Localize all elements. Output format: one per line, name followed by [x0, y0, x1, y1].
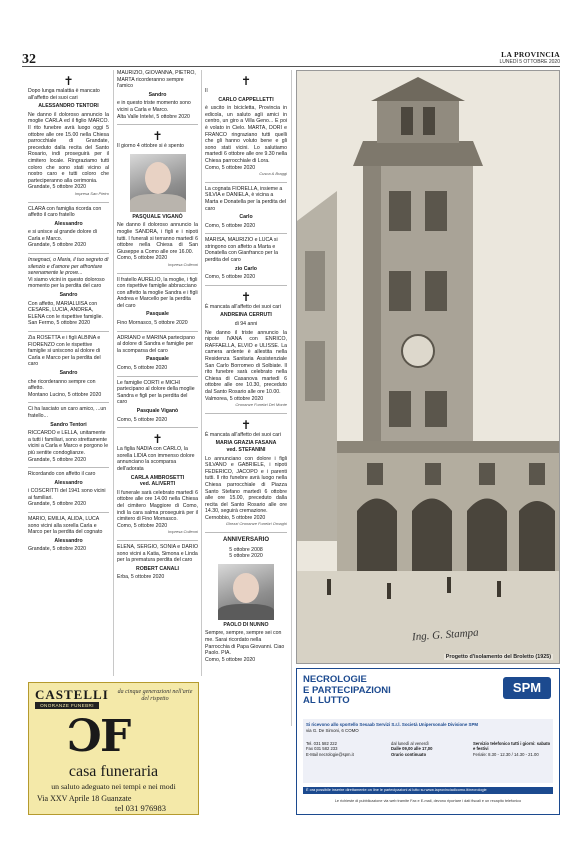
- notice-place-date: Montano Lucino, 5 ottobre 2020: [28, 391, 102, 398]
- divider: [205, 182, 287, 183]
- notice-intro: Il giorno 4 ottobre si è spento: [117, 143, 184, 150]
- funeral-home: Impresa Colleoni: [167, 529, 198, 535]
- notice-place-date: Como, 5 ottobre 2020: [117, 522, 168, 529]
- tower-drawing: [297, 71, 559, 663]
- obituary-column-1: [28, 70, 109, 675]
- divider: [117, 124, 198, 125]
- deceased-name: zio Carlo: [235, 265, 257, 272]
- cross-icon: ✝: [152, 129, 163, 144]
- obituary-column-3: [205, 70, 287, 725]
- header-rule: [22, 66, 560, 67]
- deceased-name: Sandro: [148, 91, 167, 98]
- spm-email[interactable]: E-Mail necrologie@spm.it: [306, 751, 354, 757]
- notice-place-date: Como, 5 ottobre 2020: [205, 222, 256, 229]
- broletto-illustration: [296, 70, 560, 664]
- illustration-signature: Ing. G. Stampa: [411, 626, 479, 644]
- notice-body: Ricordando con affetto il caro: [28, 471, 96, 478]
- ad-claim: un saluto adeguato nei tempi e nei modi: [51, 782, 176, 791]
- deceased-name: Pasquale Viganò: [136, 408, 179, 414]
- spm-title-line: E PARTECIPAZIONI: [303, 684, 391, 696]
- deceased-name: CARLO CAPPELLETTI: [218, 96, 274, 103]
- notice-intro: La figlia NADIA con CARLO, la sorella LIDIA con immenso dolore annunciano la scomparsa dell'adorata: [117, 446, 195, 472]
- deceased-name: Pasquale: [146, 311, 169, 318]
- spm-obituaries-ad: [296, 668, 560, 815]
- notice-body: MAURIZIO, GIOVANNA, PIETRO, MARTA ricorderanno sempre l'amico: [117, 70, 196, 90]
- notice-intro: È mancata all'affetto dei suoi cari: [205, 431, 281, 438]
- spm-online-banner[interactable]: È ora possibile inserire direttamente on line le partecipazioni al lutto su www.laprovinciadicomo.it/necrologie: [303, 787, 553, 794]
- deceased-photo: [130, 154, 186, 212]
- obituary-notice: [117, 129, 198, 268]
- divider: [28, 253, 109, 254]
- ad-slogan: da cinque generazioni nell'arte del rispetto: [117, 689, 193, 703]
- notice-place-date: Como, 5 ottobre 2020: [117, 365, 168, 372]
- deceased-name: PASQUALE VIGANÒ: [132, 213, 183, 220]
- illustration-caption: Progetto d'isolamento del Broletto (1925): [445, 654, 551, 660]
- anniversary-heading: ANNIVERSARIO: [222, 537, 269, 544]
- notice-body: RICCARDO e LELLA, unitamente a tutti i familiari, sono strettamente vicini a Carla e Marco e porgono le più sentite condoglianze.: [28, 430, 109, 456]
- deceased-name: Sandro: [59, 292, 78, 299]
- divider: [117, 376, 198, 377]
- notice-body: MARISA, MAURIZIO e LUCA si stringono con affetto a Marta e Donatella con Gianfranco per la perdita del caro: [205, 237, 278, 264]
- notice-body: Zia ROSETTA e i figli ALBINA e FIORENZO con le rispettive famiglie si uniscono al dolore di Carla e Marco per la perdita del caro: [28, 335, 101, 368]
- condolence-notice: [117, 70, 198, 120]
- notice-body: Ci ha lasciato un caro amico, ...un fratello...: [28, 406, 107, 419]
- ad-brand-sub: ONORANZE FUNEBRI: [35, 702, 99, 709]
- ad-address: Via XXV Aprile 18 Guanzate: [37, 794, 132, 803]
- deceased-name: Alessandro: [54, 220, 83, 227]
- spm-hours-time: Dalle 09,00 alle 17,00: [391, 746, 433, 752]
- spm-phone-service-title: Servizio telefonico tutti i giorni: sabato e festivi: [473, 741, 551, 752]
- funeral-home: Impresa Colleoni: [167, 261, 198, 267]
- anniversary-notice: [205, 537, 287, 663]
- condolence-notice: [117, 380, 198, 424]
- cross-icon: ✝: [240, 289, 252, 304]
- notice-place-date: Grandate, 5 ottobre 2020: [28, 546, 86, 553]
- deceased-name: Alessandro: [54, 537, 83, 544]
- spm-footnote: Le richieste di pubblicazione via web tramite Fax e E-mail, devono riportare i dati fiscali e un recapito telefonico: [334, 799, 522, 803]
- anniversary-date: 5 ottobre 2008: [229, 546, 263, 553]
- obituary-notice: [117, 432, 198, 536]
- issue-date: LUNEDÌ 5 OTTOBRE 2020: [499, 59, 560, 65]
- funeral-home: Ghezzi Onoranze Funebri Ornaghi: [225, 521, 287, 527]
- spm-info-box: [303, 719, 553, 783]
- condolence-notice: [117, 277, 198, 327]
- condolence-notice: [205, 186, 287, 230]
- spm-address: via G. De Simoni, 6 COMO: [306, 727, 359, 733]
- column-divider: [291, 70, 292, 726]
- divider: [117, 540, 198, 541]
- cross-icon: ✝: [240, 417, 252, 432]
- deceased-name: Sandro Tentori: [50, 421, 87, 428]
- notice-intro: Dopo lunga malattia è mancato all'affetto dei suoi cari: [28, 88, 100, 101]
- cross-icon: ✝: [63, 74, 74, 88]
- page-number: 32: [22, 52, 36, 67]
- notice-body: Le famiglie CORTI e MICHI partecipano al dolore della moglie Sandra e figli per la perdita del caro: [117, 379, 195, 406]
- notice-body: Il funerale sarà celebrato martedì 6 ottobre alle ore 14.00 nella Chiesa del cimitero Maggiore di Como, indi la cara salma proseguirà per il cimitero di Fino Mornasco.: [117, 489, 198, 523]
- deceased-married-name: ved. ALIVERTI: [139, 481, 176, 488]
- obituary-notice: [205, 290, 287, 409]
- divider: [28, 402, 109, 403]
- notice-body: MARIO, EMILIA, ALIDA, LUCA sono vicini alla sorella Carla e Marco per la perdita del cognato: [28, 516, 103, 536]
- notice-body: e si unisce al grande dolore di Carla e Marco.: [28, 229, 97, 242]
- funeral-home: Impresa San Pietro: [74, 190, 109, 196]
- notice-body: ADRIANO e MARINA partecipano al dolore di Sandra e famiglie per la scomparsa del caro: [117, 334, 195, 354]
- anniversary-date: 5 ottobre 2020: [229, 553, 263, 560]
- divider: [117, 427, 198, 428]
- spm-phone: Tel. 031 582 222: [306, 741, 337, 746]
- deceased-name: PAOLO DI NUNNO: [223, 621, 269, 628]
- newspaper-masthead: [500, 50, 561, 65]
- divider: [205, 532, 287, 533]
- column-divider: [201, 70, 202, 676]
- notice-intro: Il: [205, 88, 208, 94]
- spm-logo: SPM: [503, 677, 551, 699]
- divider: [117, 331, 198, 332]
- notice-place-date: Como, 5 ottobre 2020: [117, 255, 168, 262]
- spm-phone-service-hours: Feriale: 8.30 - 12.30 / 14.30 - 21.00: [473, 751, 539, 757]
- spm-contacts: [306, 741, 354, 757]
- notice-body: i COSCRITTI del 1941 sono vicini ai familiari.: [28, 488, 106, 501]
- notice-place-date: Fino Mornasco, 5 ottobre 2020: [117, 320, 188, 327]
- spm-headline: [303, 675, 391, 707]
- notice-place-date: Alta Valle Intelvi, 5 ottobre 2020: [117, 113, 190, 120]
- notice-place-date: San Fermo, 5 ottobre 2020: [28, 320, 90, 327]
- divider: [205, 413, 287, 414]
- notice-body: e in questo triste momento sono vicini a Carla e Marco.: [117, 100, 191, 113]
- condolence-notice: [28, 471, 109, 508]
- deceased-age: di 94 anni: [234, 321, 258, 328]
- spm-fax: Fax 031 582 233: [306, 746, 338, 752]
- notice-body: ELENA, SERGIO, SONIA e DARIO sono vicini a Katia, Simona e Linda per la prematura perdita del caro: [117, 543, 198, 564]
- condolence-notice: [28, 406, 109, 463]
- cross-icon: ✝: [152, 432, 163, 447]
- deceased-name: ROBERT CANALI: [136, 565, 179, 572]
- divider: [205, 233, 287, 234]
- spm-phone-service: [473, 741, 551, 757]
- divider: [117, 273, 198, 274]
- castelli-funeral-ad: [28, 682, 199, 815]
- obituary-notice: [205, 74, 287, 178]
- ad-headline: casa funeraria: [68, 763, 159, 780]
- deceased-name: Pasquale: [146, 356, 169, 363]
- spm-hours: [391, 741, 432, 757]
- notice-place-date: Como, 5 ottobre 2020: [117, 416, 168, 423]
- divider: [28, 512, 109, 513]
- deceased-photo: [218, 564, 274, 620]
- notice-place-date: Como, 5 ottobre 2020: [205, 656, 256, 663]
- deceased-name: CARLA AMBROSETTI: [130, 474, 185, 481]
- notice-place-date: Erba, 5 ottobre 2020: [117, 574, 165, 581]
- notice-place-date: Grandate, 5 ottobre 2020: [28, 456, 86, 463]
- divider: [205, 285, 287, 286]
- notice-body: Il fratello AURELIO, la moglie, i figli con rispettive famiglie abbracciano con affetto la moglie Sandra e i figli Andrea e Marcello per la perdita del caro: [117, 276, 198, 309]
- cross-icon: ✝: [240, 74, 252, 88]
- condolence-notice: [28, 257, 109, 327]
- deceased-name: ALESSANDRO TENTORI: [38, 103, 99, 110]
- notice-body: Ne danno il doloroso annuncio la moglie SANDRA, i figli e i nipoti tutti. I funerali si terranno martedì 6 ottobre nella Chiesa di San Giuseppe a Como alle ore 16.00.: [117, 222, 198, 255]
- deceased-name: Sandro: [59, 369, 78, 376]
- condolence-notice: [28, 206, 109, 250]
- obituary-notice: [205, 418, 287, 528]
- notice-place-date: Valmorea, 5 ottobre 2020: [205, 395, 264, 402]
- notice-body: Ne danno il doloroso annuncio la moglie CARLA ed il figlio MARCO. Il rito funebre avrà luogo oggi 5 ottobre alle ore 15.00 nella Chiesa parrocchiale di Grandate, preceduto dalla recita del Santo Rosario, indi proseguirà per il cimitero locale. Ringraziamo tutti coloro che sono stati vicino al nostro caro e tutti coloro che parteciperanno alla cerimonia.: [28, 111, 109, 184]
- notice-quote: Insegnaci, o Maria, il tuo segreto di silenzio e d'amore per affrontare serenamente le prove...: [28, 257, 109, 277]
- notice-place-date: Grandate, 5 ottobre 2020: [28, 242, 86, 249]
- divider: [28, 202, 109, 203]
- deceased-name: Carlo: [239, 214, 253, 221]
- spm-hours-note: Orario continuato: [391, 751, 427, 757]
- spm-title-line: NECROLOGIE: [303, 674, 367, 685]
- spm-title-line: AL LUTTO: [303, 695, 350, 706]
- divider: [28, 467, 109, 468]
- funeral-home: Cusca & Braggi: [259, 171, 287, 177]
- newspaper-name: LA PROVINCIA: [501, 50, 560, 59]
- condolence-notice: [117, 544, 198, 581]
- spm-office: Si ricevono allo sportello Sesaab Servizi S.r.l. Società Unipersonale Divisione SPM: [306, 722, 479, 727]
- obituary-notice: [28, 74, 109, 198]
- column-divider: [113, 70, 114, 676]
- notice-body: Con affetto, MARIALUISA con CESARE, LUCIA, ANDREA, ELENA con le rispettive famiglie.: [28, 300, 103, 320]
- notice-body: che ricorderanno sempre con affetto.: [28, 378, 96, 392]
- notice-body: è uscito in bicicletta, Provincia in edicola, un saluto agli amici in centro, un giro a Villa Geno... E poi è volato in Cielo. MARTA, DORI e FRANCO ringraziano tutti quelli che gli hanno voluto bene e gli sono stati vicini. Lo salutiamo martedì 6 ottobre alle ore 9.30 nella Chiesa parrocchiale di Lora.: [205, 105, 287, 164]
- condolence-notice: [205, 237, 287, 281]
- notice-place-date: Como, 5 ottobre 2020: [205, 274, 256, 281]
- notice-body: Sempre, sempre, sempre sei con me. Sarai ricordato nella Parrocchia di Papa Giovanni. Ciao Paolo. PIA.: [205, 630, 285, 657]
- notice-body: La cognata FIORELLA, insieme a SILVIA e DANIELA, è vicina a Marta e Donatella per la perdita del caro: [205, 185, 287, 212]
- condolence-notice: [117, 335, 198, 372]
- condolence-notice: [28, 516, 109, 553]
- notice-body: CLARA con famiglia ricorda con affetto il caro fratello: [28, 205, 102, 219]
- notice-body: Lo annunciano con dolore i figli SILVANO e GABRIELE, i nipoti FEDERICO, JACOPO e i parenti tutti. Il rito funebre avrà luogo nella Chiesa parrocchiale di Piazza Santo Stefano martedì 6 ottobre alle ore 15.00, preceduto dalla recita del Santo Rosario alle ore 14.30, seguirà cremazione.: [205, 455, 287, 515]
- ad-brand: CASTELLI: [35, 687, 109, 702]
- ad-monogram-logo: ƆF: [67, 711, 130, 762]
- notice-body: Vi siamo vicini in questo doloroso momento per la perdita del caro: [28, 276, 105, 290]
- notice-place-date: Grandate, 5 ottobre 2020: [28, 184, 86, 191]
- deceased-name: MARIA GRAZIA FASANA: [215, 440, 277, 447]
- divider: [28, 331, 109, 332]
- notice-place-date: Grandate, 5 ottobre 2020: [28, 501, 86, 508]
- funeral-home: Onoranze Funebri Del Monte: [235, 402, 287, 408]
- ad-phone: tel 031 976983: [115, 803, 166, 813]
- notice-place-date: Cernobbio, 5 ottobre 2020: [205, 514, 266, 521]
- notice-body: Ne danno il triste annuncio la nipote IVANA con ENRICO, RAFFAELLA, ELVIO e ULISSE. La camera ardente è allestita nella Residenza Sanitaria Assistenziale San Carlo Borromeo di Solbiate. Il rito funebre sarà celebrato nella Chiesa di Casanova martedì 6 ottobre alle ore 10.30, preceduto dal Santo Rosario alle ore 10.00.: [205, 329, 287, 395]
- condolence-notice: [28, 335, 109, 398]
- deceased-name: ANDREINA CERRUTI: [220, 312, 272, 319]
- notice-intro: È mancata all'affetto dei suoi cari: [205, 303, 281, 310]
- spm-hours-days: dal lunedì al venerdì: [391, 741, 429, 746]
- deceased-name: Alessandro: [54, 479, 83, 486]
- notice-place-date: Como, 5 ottobre 2020: [205, 164, 256, 171]
- deceased-married-name: ved. STEFANINI: [226, 446, 266, 453]
- obituary-column-2: [117, 70, 198, 675]
